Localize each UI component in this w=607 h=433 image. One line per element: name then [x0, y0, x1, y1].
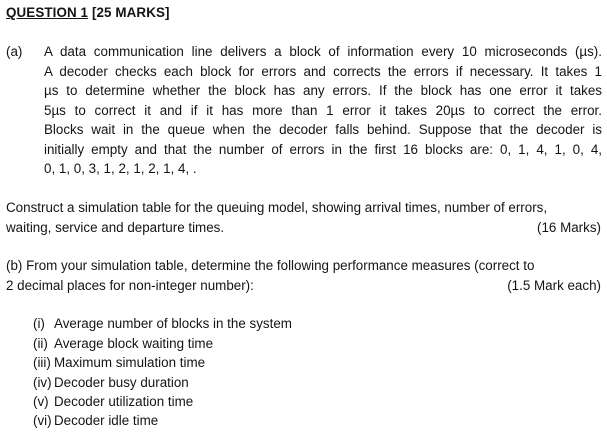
measure-text: Decoder utilization time	[54, 394, 194, 409]
part-a-line-7: 0, 1, 0, 3, 1, 2, 1, 2, 1, 4, .	[44, 161, 197, 176]
part-b-marks: (1.5 Mark each)	[507, 277, 601, 293]
measure-number: (iv)	[33, 374, 52, 390]
measure-text: Average block waiting time	[54, 335, 214, 351]
part-a-line-5: Blocks wait in the queue when the decoder falls behind. Suppose that the decoder is	[44, 122, 602, 137]
measure-number: (vi)	[33, 413, 52, 428]
part-a-line-4: 5µs to correct it and if it has more than 1 error it takes 20µs to correct the error.	[44, 102, 602, 118]
question-title	[6, 5, 170, 20]
measure-text: Decoder idle time	[54, 413, 159, 428]
construct-line-1: Construct a simulation table for the queuing model, showing arrival times, number of errors,	[6, 200, 548, 215]
measure-text: Maximum simulation time	[54, 355, 206, 370]
question-marks: [25 MARKS]	[91, 5, 170, 20]
measure-number: (v)	[33, 394, 49, 409]
construct-line-2: waiting, service and departure times.	[6, 219, 225, 235]
construct-marks: (16 Marks)	[537, 219, 601, 235]
measure-text: Decoder busy duration	[54, 374, 189, 390]
part-a-line-3: µs to determine whether the block has any errors. If the block has one error it takes	[44, 83, 602, 98]
part-a-line-1: A data communication line delivers a block of information every 10 microseconds (µs).	[44, 44, 602, 59]
measure-text: Average number of blocks in the system	[54, 316, 292, 331]
part-b-line-2: 2 decimal places for non-integer number):	[6, 277, 254, 293]
measure-number: (iii)	[33, 355, 51, 370]
question-number: QUESTION 1	[6, 5, 89, 20]
part-a-label: (a)	[6, 44, 23, 59]
measure-number: (ii)	[33, 335, 48, 351]
measure-number: (i)	[33, 316, 45, 331]
part-a-line-6: initially empty and that the number of errors in the first 16 blocks are: 0, 1, 4, 1, 0, 4,	[44, 141, 602, 157]
part-b-line-1: (b) From your simulation table, determine the following performance measures (correct to	[6, 258, 535, 273]
part-a-line-2: A decoder checks each block for errors and corrects the errors if necessary. It takes 1	[44, 63, 602, 79]
